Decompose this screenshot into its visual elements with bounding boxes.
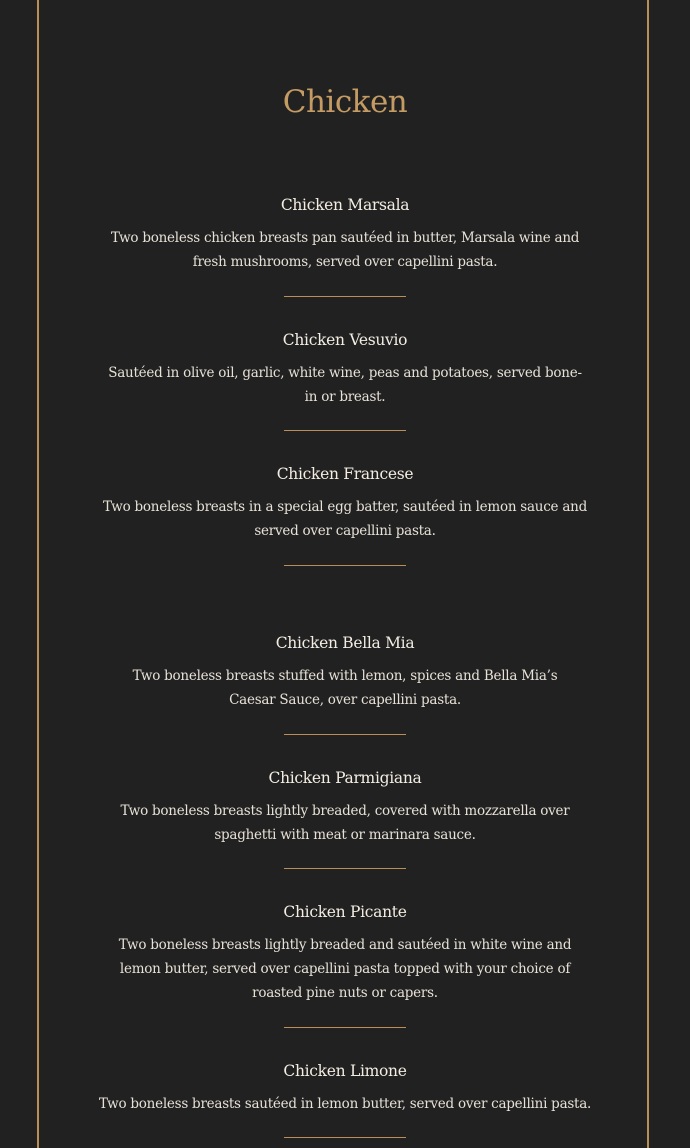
menu-item-name: Chicken Parmigiana [268,769,422,787]
menu-item-name: Chicken Francese [276,465,414,483]
menu-item [0,767,690,847]
menu-item-name: Chicken Vesuvio [282,331,408,349]
item-divider [284,565,406,566]
menu-item-name: Chicken Marsala [280,196,410,214]
menu-item [0,901,690,1005]
section-title: Chicken [282,84,408,120]
menu-item [0,1060,690,1116]
menu-item-description: Two boneless breasts stuffed with lemon, spices and Bella Mia’s Caesar Sauce, over capellini pasta. [132,668,558,708]
menu-item [0,463,690,543]
menu-item-description: Two boneless breasts lightly breaded, covered with mozzarella over spaghetti with meat or marinara sauce. [120,803,570,843]
menu-item [0,632,690,712]
menu-item-description: Two boneless breasts lightly breaded and sautéed in white wine and lemon butter, served over capellini pasta topped with your choice of roasted pine nuts or capers. [118,937,572,1001]
menu-item-name: Chicken Picante [283,903,407,921]
item-divider [284,430,406,431]
menu-item [0,194,690,274]
menu-item [0,329,690,409]
menu-item-description: Two boneless breasts sautéed in lemon butter, served over capellini pasta. [98,1096,592,1112]
menu-item-description: Two boneless chicken breasts pan sautéed in butter, Marsala wine and fresh mushrooms, served over capellini pasta. [110,230,580,270]
item-divider [284,734,406,735]
item-divider [284,296,406,297]
menu-item-name: Chicken Limone [283,1062,407,1080]
menu-item-name: Chicken Bella Mia [275,634,415,652]
menu-item-description: Sautéed in olive oil, garlic, white wine, peas and potatoes, served bone-in or breast. [108,365,582,405]
menu-item-description: Two boneless breasts in a special egg batter, sautéed in lemon sauce and served over capellini pasta. [103,499,587,539]
item-divider [284,1137,406,1138]
item-divider [284,868,406,869]
item-divider [284,1027,406,1028]
